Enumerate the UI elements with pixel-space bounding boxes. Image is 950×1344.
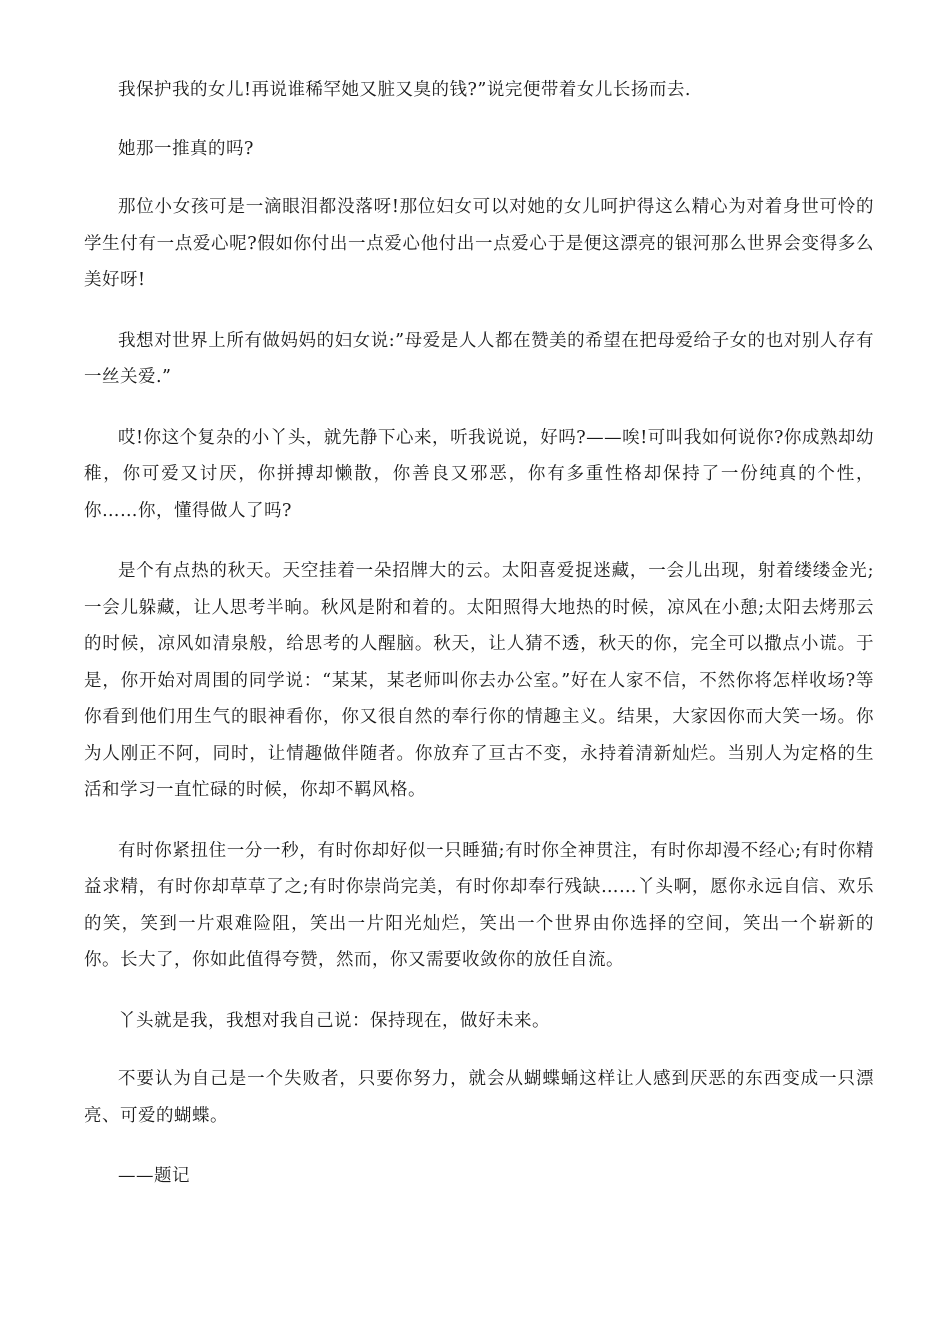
- paragraph-4: 我想对世界上所有做妈妈的妇女说:”母爱是人人都在赞美的希望在把母爱给子女的也对别人存有一丝关爱.”: [84, 330, 874, 387]
- paragraph-6: 是个有点热的秋天。天空挂着一朵招牌大的云。太阳喜爱捉迷藏，一会儿出现，射着缕缕金光;一会儿躲藏，让人思考半晌。秋风是附和着的。太阳照得大地热的时候，凉风在小憩;太阳去烤那云的时候，凉风如清泉般，给思考的人醒脑。秋天，让人猜不透，秋天的你，完全可以撒点小谎。于是，你开始对周围的同学说：“某某，某老师叫你去办公室。”好在人家不信，不然你将怎样收场?等你看到他们用生气的眼神看你，你又很自然的奉行你的情趣主义。结果，大家因你而大笑一场。你为人刚正不阿，同时，让情趣做伴随者。你放弃了亘古不变，永持着清新灿烂。当别人为定格的生活和学习一直忙碌的时候，你却不羁风格。: [84, 561, 874, 800]
- paragraph-2: 她那一推真的吗?: [118, 138, 254, 159]
- paragraph-7: 有时你紧扭住一分一秒，有时你却好似一只睡猫;有时你全神贯注，有时你却漫不经心;有时你精益求精，有时你却草草了之;有时你崇尚完美，有时你却奉行残缺……丫头啊，愿你永远自信、欢乐的笑，笑到一片艰难险阻，笑出一片阳光灿烂，笑出一个世界由你选择的空间，笑出一个崭新的你。长大了，你如此值得夸赞，然而，你又需要收敛你的放任自流。: [84, 840, 874, 970]
- paragraph-8: 丫头就是我，我想对我自己说：保持现在，做好未来。: [118, 1010, 550, 1031]
- document-body: [84, 72, 874, 1219]
- paragraph-1: 我保护我的女儿!再说谁稀罕她又脏又臭的钱?”说完便带着女儿长扬而去.: [118, 80, 691, 100]
- paragraph-5: 哎!你这个复杂的小丫头，就先静下心来，听我说说，好吗?——唉!可叫我如何说你?你成熟却幼稚，你可爱又讨厌，你拼搏却懒散，你善良又邪恶，你有多重性格却保持了一份纯真的个性，你……你，懂得做人了吗?: [84, 427, 874, 521]
- epigraph-attribution: ——题记: [118, 1166, 190, 1186]
- paragraph-9: 不要认为自己是一个失败者，只要你努力，就会从蝴蝶蛹这样让人感到厌恶的东西变成一只漂亮、可爱的蝴蝶。: [84, 1069, 874, 1126]
- paragraph-3: 那位小女孩可是一滴眼泪都没落呀!那位妇女可以对她的女儿呵护得这么精心为对着身世可怜的学生付有一点爱心呢?假如你付出一点爱心他付出一点爱心于是便这漂亮的银河那么世界会变得多么美好呀!: [84, 197, 874, 290]
